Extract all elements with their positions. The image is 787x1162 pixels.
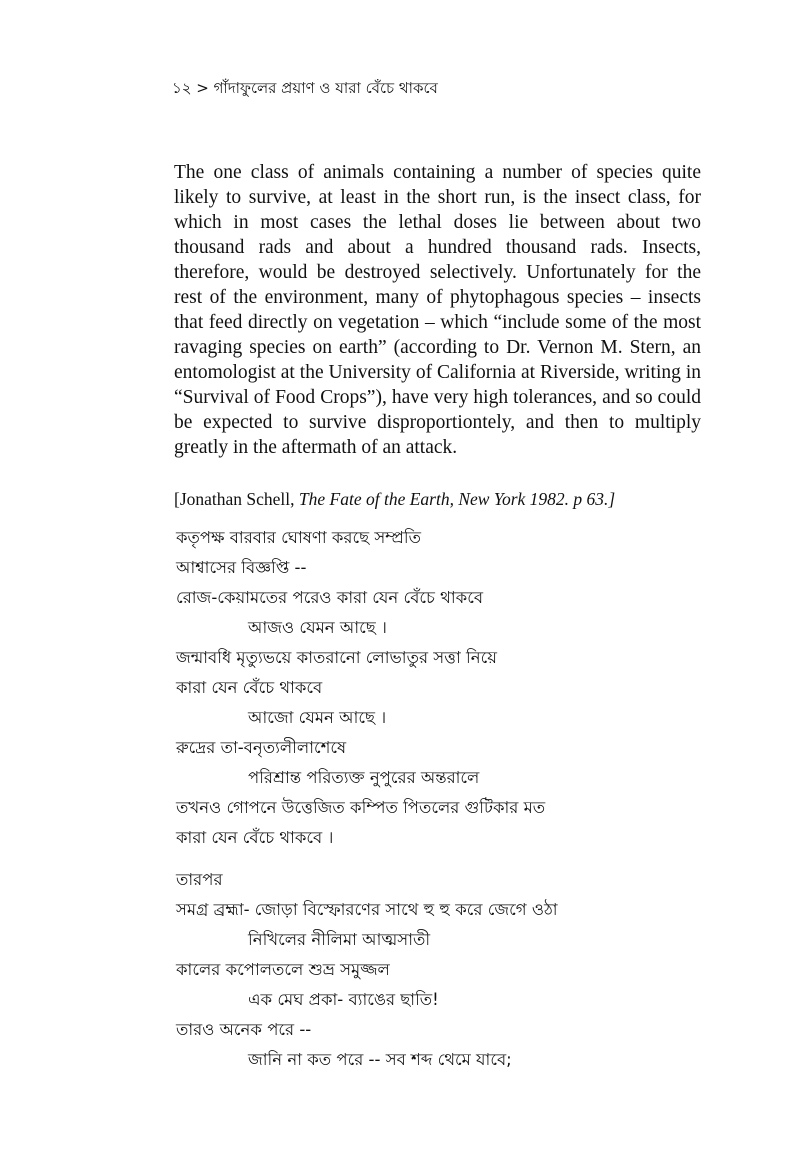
citation (174, 488, 701, 510)
poem-line: কারা যেন বেঁচে থাকবে । (176, 828, 334, 847)
poem-line-indented: পরিশ্রান্ত পরিত্যক্ত নুপুরের অন্তরালে (248, 768, 480, 787)
poem-line: কালের কপোলতলে শুভ্র সমুজ্জল (176, 960, 390, 979)
poem-line: তারপর (176, 870, 223, 889)
poem-line: জন্মাবধি মৃত্যুভয়ে কাতরানো লোভাতুর সত্তা নিয়ে (176, 648, 497, 667)
poem-line-indented: আজও যেমন আছে । (248, 618, 387, 637)
poem-line: রুদ্রের তা-বনৃত্যলীলাশেষে (176, 738, 347, 757)
poem-line-indented: নিখিলের নীলিমা আত্মসাতী (248, 930, 431, 949)
poem-line: রোজ-কেয়ামতের পরেও কারা যেন বেঁচে থাকবে (176, 588, 484, 607)
stanza-gap (176, 853, 736, 865)
poem-line: তারও অনেক পরে -- (176, 1020, 312, 1039)
poem-line: তখনও গোপনে উত্তেজিত কম্পিত পিতলের গুটিকার মত (176, 798, 546, 817)
citation-title: The Fate of the Earth, New York 1982. p 63.] (298, 489, 616, 509)
citation-author: [Jonathan Schell, (174, 489, 299, 509)
poem-line-indented: জানি না কত পরে -- সব শব্দ থেমে যাবে; (248, 1050, 512, 1069)
running-head: ১২ > গাঁদাফুলের প্রয়াণ ও যারা বেঁচে থাকবে (172, 79, 438, 97)
poem-line-indented: এক মেঘ প্রকা- ব্যাঙের ছাতি! (248, 990, 439, 1009)
poem (176, 523, 736, 1075)
english-quote: The one class of animals containing a number of species quite likely to survive, at least in the short run, is the insect class, for which in most cases the lethal doses lie between about two thousand rads and about a hundred thousand rads. Insects, therefore, would be destroyed selectively. Unfortunately for the rest of the environment, many of phytophagous species – insects that feed directly on vegetation – which “include some of the most ravaging species on earth” (according to Dr. Vernon M. Stern, an entomologist at the University of California at Riverside, writing in “Survival of Food Crops”), have very high tolerances, and so could be expected to survive disproportiontely, and then to multiply greatly in the aftermath of an attack. (174, 162, 701, 458)
poem-line-indented: আজো যেমন আছে । (248, 708, 387, 727)
poem-line: কতৃপক্ষ বারবার ঘোষণা করছে সম্প্রতি (176, 528, 422, 547)
poem-line: আশ্বাসের বিজ্ঞপ্তি -- (176, 558, 307, 577)
poem-line: কারা যেন বেঁচে থাকবে (176, 678, 323, 697)
poem-line: সমগ্র ব্রহ্মা- জোড়া বিস্ফোরণের সাথে হু হু করে জেগে ওঠা (176, 900, 558, 919)
